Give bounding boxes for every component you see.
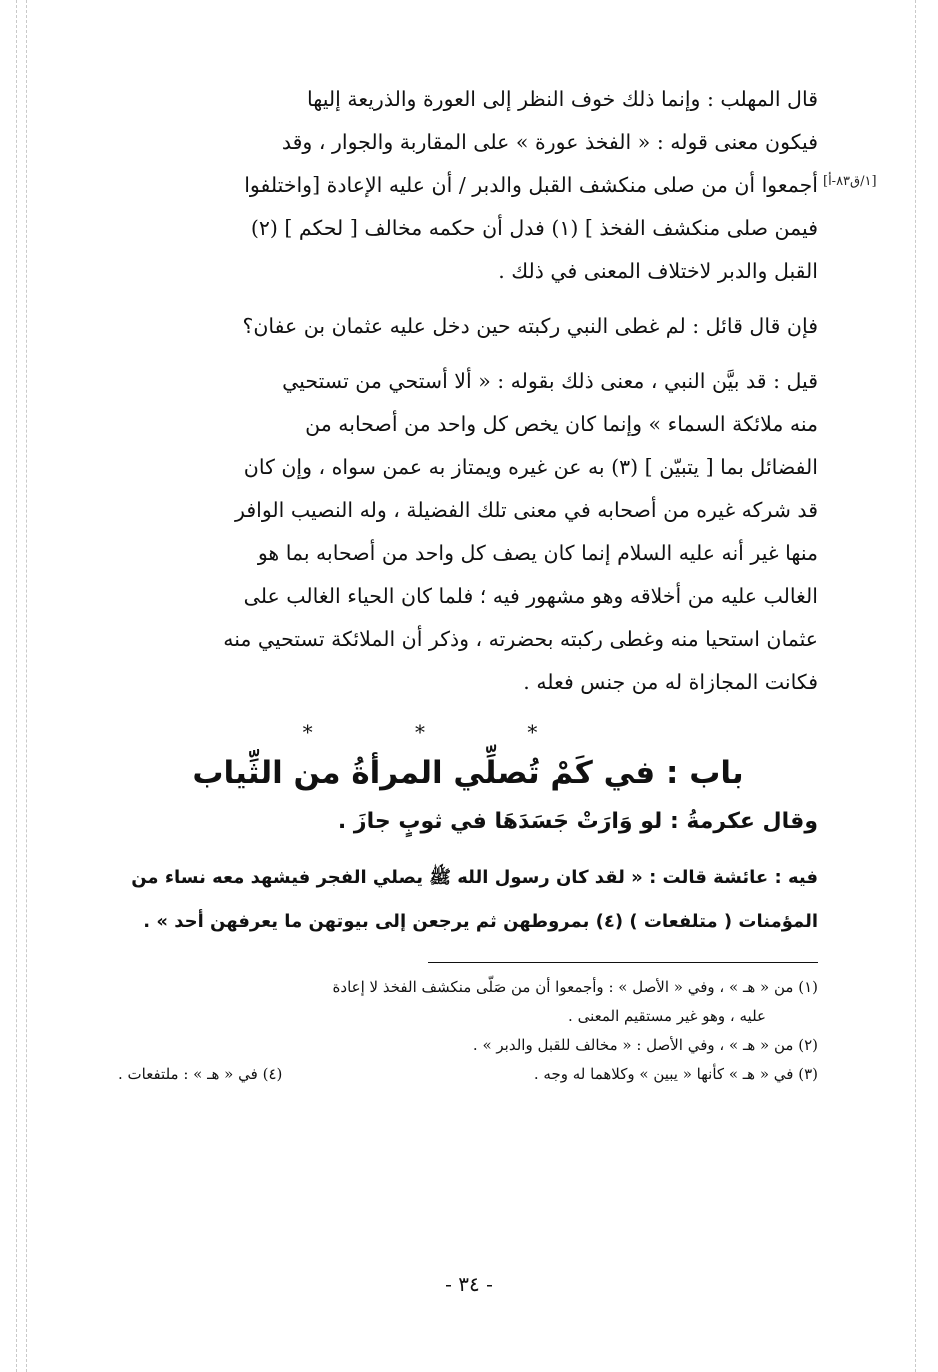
text-line: فيه : عائشة قالت : « لقد كان رسول الله ﷺ يصلي الفجر فيشهد معه نساء من [131, 867, 818, 888]
paragraph-muhallab [118, 78, 818, 293]
section-separator-stars: * * * [302, 720, 586, 744]
text-line: عثمان استحيا منه وغطى ركبته بحضرته ، وذكر أن الملائكة تستحيي منه [223, 627, 818, 651]
footnote-4: (٤) في « هـ » : ملتفعات . [118, 1065, 283, 1083]
text-line: فيمن صلى منكشف الفخذ ] (١) فدل أن حكمه مخالف [ لحكم ] (٢) [250, 216, 818, 240]
footnote-1-continued: عليه ، وهو غير مستقيم المعنى . [568, 1007, 766, 1025]
footnotes [118, 973, 818, 1089]
text-line: الغالب عليه من أخلاقه وهو مشهور فيه ؛ فلما كان الحياء الغالب على [243, 584, 818, 608]
page-number: - ٣٤ - [445, 1272, 493, 1296]
text-line: قال المهلب : وإنما ذلك خوف النظر إلى العورة والذريعة إليها [307, 87, 818, 111]
footnote-divider [428, 962, 818, 963]
footnote-3: (٣) في « هـ » كأنها « يبين » وكلاهما له وجه . [533, 1065, 818, 1083]
text-line: منه ملائكة السماء » وإنما كان يخص كل واحد من أصحابه من [305, 412, 818, 436]
footnote-1: (١) من « هـ » ، وفي « الأصل » : وأجمعوا أن من صَلّى منكشف الفخذ لا إعادة [332, 978, 818, 996]
scan-edge-line [915, 0, 916, 1372]
scan-edge-line [26, 0, 27, 1372]
footnote-2: (٢) من « هـ » ، وفي الأصل : « مخالف للقبل والدبر » . [472, 1036, 818, 1054]
manuscript-folio-note: [١/ق٨٣-أ] [823, 174, 877, 189]
scan-edge-line [16, 0, 17, 1372]
chapter-title: باب : في كَمْ تُصلِّي المرأةُ من الثِّياب [192, 755, 744, 791]
text-line: فكانت المجازاة له من جنس فعله . [523, 670, 818, 694]
text-line: المؤمنات ( متلفعات ) (٤) بمروطهن ثم يرجعن إلى بيوتهن ما يعرفهن أحد » . [143, 911, 818, 932]
text-line: قد شركه غيره من أصحابه في معنى تلك الفضيلة ، وله النصيب الوافر [235, 498, 818, 522]
paragraph-question [118, 305, 818, 348]
text-line: الفضائل بما [ يتبيّن ] (٣) به عن غيره ويمتاز به عمن سواه ، وإن كان [243, 455, 818, 479]
text-line: فإن قال قائل : لم غطى النبي ركبته حين دخل عليه عثمان بن عفان؟ [242, 314, 818, 338]
hadith-text [118, 856, 818, 944]
text-line: فيكون معنى قوله : « الفخذ عورة » على المقاربة والجوار ، وقد [281, 130, 818, 154]
paragraph-answer [118, 360, 818, 704]
text-line: منها غير أنه عليه السلام إنما كان يصف كل واحد من أصحابه بما هو [257, 541, 818, 565]
text-line: القبل والدبر لاختلاف المعنى في ذلك . [498, 259, 818, 283]
footnote-row [118, 1060, 818, 1089]
page-body [118, 78, 818, 1089]
chapter-subtitle: وقال عكرمةُ : لو وَارَتْ جَسَدَهَا في ثوبٍ جازَ . [337, 809, 818, 834]
text-line: قيل : قد بيَّن النبي ، معنى ذلك بقوله : « ألا أستحي من تستحيي [282, 369, 818, 393]
text-line: أجمعوا أن من صلى منكشف القبل والدبر / أن عليه الإعادة [واختلفوا [244, 173, 818, 197]
